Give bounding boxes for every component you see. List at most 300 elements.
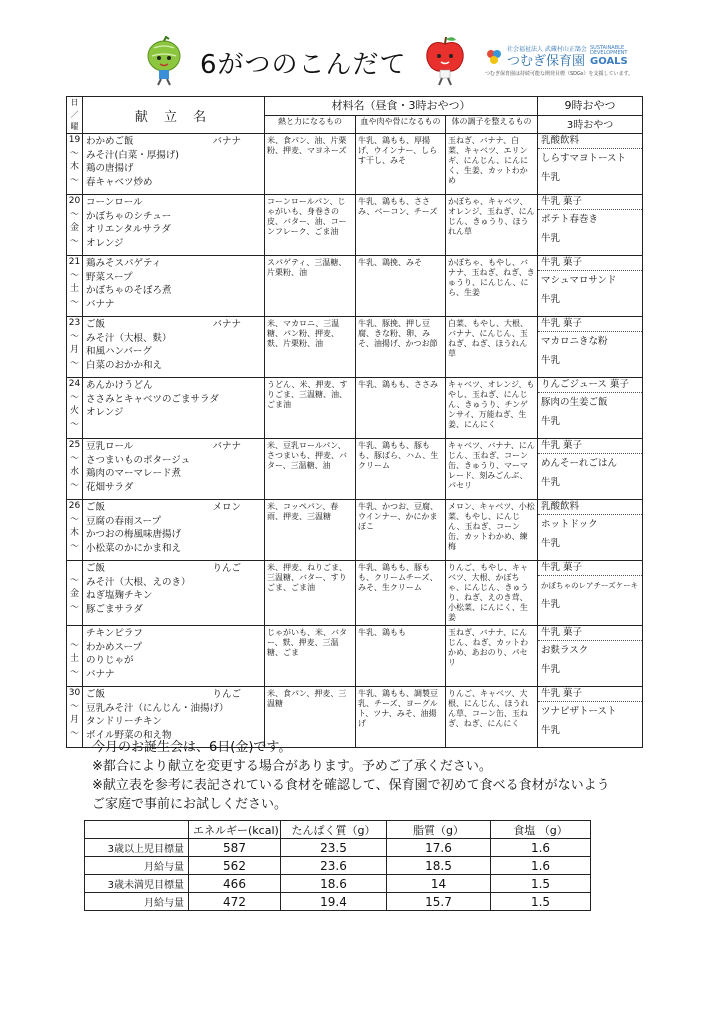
day-weekday: 木 [69,162,79,172]
day-date: 20 [68,196,81,206]
dish-name: みそ汁（大根、えのき） [86,576,191,588]
dish-fruit [241,406,261,420]
dish-fruit [241,257,261,271]
dish-item [86,688,261,702]
dish-list [83,256,265,317]
afternoon-drink: 牛乳 [541,599,561,610]
day-divider: 〜 [69,602,79,613]
afternoon-drink: 牛乳 [541,538,561,549]
dish-item [86,589,261,603]
vitamin-ingredients: キャベツ、バナナ、にんじん、玉ねぎ、コーン缶、きゅうり、マーマレード、刻みごんぶ、パセリ [446,439,538,500]
date-header [67,97,83,134]
dish-fruit [241,576,261,590]
protein-ingredients: 牛乳、鶏もも、ささみ、ベーコン、チーズ [356,195,446,256]
nutrition-value: 1.6 [491,839,591,857]
dish-name: ささみとキャベツのごまサラダ [86,393,219,405]
energy-ingredients: スパゲティ、三温糖、片栗粉、油 [265,256,356,317]
dish-item [86,162,261,176]
nutrition-value: 587 [189,839,281,857]
morning-snack: 乳酸飲料 [538,134,642,149]
date-header-divider: ／ [70,110,79,119]
day-divider: 〜 [69,453,79,464]
morning-snack: 牛乳 菓子 [538,687,642,702]
nutrition-value: 18.5 [387,857,491,875]
dish-fruit: りんご [212,563,241,574]
dish-fruit [241,271,261,285]
dish-fruit [241,668,261,682]
afternoon-snack: 豚肉の生姜ご飯 [541,397,608,408]
afternoon-snack: マカロニきな粉 [541,336,608,347]
menu-day-row [67,317,643,378]
page-header [0,0,722,92]
dish-item [86,332,261,346]
dish-item [86,223,261,237]
dish-name: かぼちゃのシチュー [86,210,172,222]
nutrition-value: 466 [189,875,281,893]
nutrition-header-fat: 脂質（g） [387,821,491,839]
dish-name: チキンピラフ [86,628,143,639]
dish-name: オレンジ [86,237,124,249]
dish-fruit [241,345,261,359]
dish-name: ご飯 [86,502,106,513]
dish-name: わかめスープ [86,641,143,653]
dish-list [83,317,265,378]
dish-item [86,668,261,682]
day-divider: 〜 [69,667,79,678]
energy-ingredients: 米、食パン、押麦、三温糖 [265,687,356,748]
dish-name: あんかけうどん [86,380,153,391]
afternoon-snack: しらすマヨトースト [541,153,627,164]
nutrition-value: 1.5 [491,893,591,911]
dish-item [86,454,261,468]
energy-ingredients: 米、食パン、油、片栗粉、押麦、マヨネーズ [265,134,356,195]
menu-day-row [67,378,643,439]
dish-name: ご飯 [86,563,106,574]
dish-fruit [241,332,261,346]
note-allergy-cont: ご家庭で事前にお試しください。 [92,797,288,812]
day-weekday: 水 [69,467,79,477]
day-divider: 〜 [69,297,79,308]
snack-cell [538,626,643,687]
org-sdgs-note: つむぎ保育園は持続可能な開発目標（SDGs）を支援しています。 [485,71,634,77]
dish-item [86,715,261,729]
afternoon-drink: 牛乳 [541,355,561,366]
energy-ingredients: コーンロールパン、じゃがいも、身巻きの皮、バター、油、コーンフレーク、ごま油 [265,195,356,256]
nutrition-header-salt: 食塩 （g） [491,821,591,839]
dish-item [86,237,261,251]
day-divider: 〜 [69,175,79,186]
morning-snack: 牛乳 菓子 [538,195,642,210]
energy-ingredients: 米、豆乳ロールパン、さつまいも、押麦、バター、三温糖、油 [265,439,356,500]
day-date-cell [67,500,83,561]
afternoon-snack: ホットドック [541,519,598,530]
dish-fruit [241,379,261,393]
dish-item [86,284,261,298]
day-weekday: 金 [69,589,79,599]
snack-cell [538,256,643,317]
day-divider: 〜 [69,640,79,651]
energy-ingredients: うどん、米、押麦、すりごま、三温糖、油、ごま油 [265,378,356,439]
dish-fruit [241,641,261,655]
afternoon-snack: かぼちゃのレアチーズケーキ [541,581,639,590]
energy-ingredients: 米、押麦、ねりごま、三温糖、バター、すりごま、ごま油 [265,561,356,626]
melon-mascot-icon [140,36,188,86]
nutrition-header-protein: たんぱく質（g） [281,821,387,839]
day-date: 24 [68,379,81,389]
snack-cell [538,195,643,256]
nutrition-value: 14 [387,875,491,893]
protein-ingredients: 牛乳、鶏もも、調製豆乳、チーズ、ヨーグルト、ツナ、みそ、油揚げ [356,687,446,748]
vitamin-ingredients: 玉ねぎ、バナナ、にんじん、ねぎ、カットわかめ、あおのり、パセリ [446,626,538,687]
day-date: 19 [68,135,81,145]
day-divider: 〜 [69,148,79,159]
menu-day-row [67,439,643,500]
dish-item [86,149,261,163]
dish-fruit: メロン [212,502,241,513]
page-title: 6がつのこんだて [200,50,407,80]
dish-fruit: バナナ [212,136,241,147]
dish-name: 豆乳ロール [86,441,134,452]
day-weekday: 月 [69,345,79,355]
sdg-line-3: GOALS [590,56,628,67]
protein-header: 血や肉や骨になるもの [356,116,446,134]
nutrition-table [84,820,591,911]
nutrition-header-energy: エネルギー(kcal) [189,821,281,839]
day-weekday: 土 [69,284,79,294]
dish-name: のりじゃが [86,655,134,666]
protein-ingredients: 牛乳、鶏挽、みそ [356,256,446,317]
dish-fruit [241,223,261,237]
dish-fruit: バナナ [212,319,241,330]
morning-snack: りんごジュース 菓子 [538,378,642,393]
nutrition-value: 23.5 [281,839,387,857]
day-date: 25 [68,440,81,450]
day-date: 30 [68,688,81,698]
day-date-cell [67,195,83,256]
day-divider: 〜 [69,392,79,403]
snack-cell [538,134,643,195]
date-header-weekday: 曜 [70,122,79,131]
morning-snack: 牛乳 菓子 [538,317,642,332]
dish-item [86,196,261,210]
vitamin-ingredients: かぼちゃ、もやし、バナナ、玉ねぎ、ねぎ、きゅうり、にんじん、にら、生姜 [446,256,538,317]
snack-cell [538,439,643,500]
nutrition-value: 562 [189,857,281,875]
nutrition-value: 1.5 [491,875,591,893]
dish-item [86,603,261,617]
dish-name: タンドリーチキン [86,716,162,727]
menu-day-row [67,256,643,317]
dish-list [83,626,265,687]
day-date: 26 [68,501,81,511]
day-divider: 〜 [69,209,79,220]
dish-fruit [241,589,261,603]
afternoon-drink: 牛乳 [541,664,561,675]
day-divider: 〜 [69,419,79,430]
menu-day-row [67,500,643,561]
vitamin-ingredients: 玉ねぎ、バナナ、白菜、キャベツ、エリンギ、にんじん、にんにく、生姜、カットわかめ [446,134,538,195]
vitamin-header: 体の調子を整えるもの [446,116,538,134]
dish-name: 豚ごまサラダ [86,603,143,615]
org-name: つむぎ保育園 [507,54,586,69]
dish-item [86,393,261,407]
vitamin-ingredients: 白菜、もやし、大根、バナナ、にんじん、玉ねぎ、ねぎ、ほうれん草 [446,317,538,378]
snack9-header: 9時おやつ [538,97,643,116]
nutrition-value: 17.6 [387,839,491,857]
morning-snack: 牛乳 菓子 [538,561,642,576]
dish-fruit [241,420,261,434]
dish-name: ご飯 [86,319,106,330]
dish-fruit [241,284,261,298]
dish-name: 鶏の唐揚げ [86,163,134,174]
tsumugi-logo-icon [485,48,503,66]
day-weekday: 金 [69,223,79,233]
dish-item [86,654,261,668]
snack-cell [538,500,643,561]
dish-item [86,501,261,515]
dish-item [86,379,261,393]
nutrition-value: 472 [189,893,281,911]
dish-name: バナナ [86,298,115,310]
ingredients-header: 材料名（昼食・3時おやつ） [265,97,538,116]
dish-fruit [241,162,261,176]
day-date-cell [67,317,83,378]
day-divider: 〜 [69,514,79,525]
dish-fruit [241,715,261,729]
dish-item [86,542,261,556]
vitamin-ingredients: かぼちゃ、キャベツ、オレンジ、玉ねぎ、にんじん、きゅうり、ほうれん草 [446,195,538,256]
afternoon-drink: 牛乳 [541,477,561,488]
day-date-cell [67,439,83,500]
date-header-day: 日 [70,98,79,107]
dish-name: オレンジ [86,407,124,418]
dish-fruit [241,702,261,716]
day-weekday: 月 [69,715,79,725]
note-allergy: ※献立表を参考に表記されている食材を確認して、保育園で初めて食べる食材がないよう [92,778,610,793]
afternoon-drink: 牛乳 [541,172,561,183]
dish-list [83,561,265,626]
dish-name: 豆乳みそ汁（にんじん・油揚げ） [86,702,229,714]
protein-ingredients: 牛乳、鶏もも、厚揚げ、ウインナー、しらす干し、みそ [356,134,446,195]
nutrition-row-label: 月給与量 [85,857,189,875]
afternoon-snack: お麩ラスク [541,645,589,656]
org-corporation-name: 社会福祉法人 武蔵村山正鵠会 [507,46,587,53]
afternoon-drink: 牛乳 [541,233,561,244]
energy-ingredients: 米、マカロニ、三温糖、パン粉、押麦、麩、片栗粉、油 [265,317,356,378]
dish-item [86,257,261,271]
afternoon-snack: ツナピザトースト [541,706,617,717]
dish-item [86,440,261,454]
vitamin-ingredients: キャベツ、オレンジ、もやし、玉ねぎ、にんじん、きゅうり、チンゲンサイ、万能ねぎ、生姜、にんにく [446,378,538,439]
day-weekday: 火 [69,406,79,416]
apple-mascot-icon [420,34,470,86]
dish-name: みそ汁（大根、麩） [86,332,172,344]
nutrition-row-label: 3歳未満児目標量 [85,875,189,893]
dish-name: 春キャベツ炒め [86,176,153,188]
day-date: 23 [68,318,81,328]
day-divider: 〜 [69,331,79,342]
menu-day-row [67,134,643,195]
dish-list [83,439,265,500]
vitamin-ingredients: りんご、もやし、キャベツ、大根、かぼちゃ、にんじん、きゅうり、ねぎ、えのき茸、小松菜、にんにく、生姜 [446,561,538,626]
day-divider: 〜 [69,728,79,739]
afternoon-drink: 牛乳 [541,416,561,427]
nutrition-row-label: 月給与量 [85,893,189,911]
day-weekday: 土 [69,654,79,664]
day-date [67,626,82,640]
protein-ingredients: 牛乳、豚挽、押し豆腐、きな粉、卵、みそ、油揚げ、かつお節 [356,317,446,378]
dish-item [86,420,261,434]
dish-name: さつまいものポタージュ [86,454,191,466]
dish-name: 豆腐の春雨スープ [86,515,162,527]
dish-fruit [241,454,261,468]
day-divider: 〜 [69,575,79,586]
day-divider: 〜 [69,270,79,281]
dish-name: 白菜のおかか和え [86,359,163,371]
dish-list [83,195,265,256]
protein-ingredients: 牛乳、かつお、豆腐、ウインナー、かにかまぼこ [356,500,446,561]
snack-cell [538,317,643,378]
dish-list [83,378,265,439]
day-date-cell [67,561,83,626]
afternoon-snack: ポテト春巻き [541,214,599,225]
day-date: 21 [68,257,81,267]
nutrition-corner [85,821,189,839]
dish-fruit [241,654,261,668]
snack3-header: 3時おやつ [538,116,643,134]
dish-item [86,210,261,224]
day-divider: 〜 [69,358,79,369]
dish-name: 小松菜のかにかま和え [86,542,182,554]
afternoon-drink: 牛乳 [541,294,561,305]
dish-name: かぼちゃのそぼろ煮 [86,285,172,296]
menu-day-row [67,626,643,687]
energy-ingredients: じゃがいも、米、バター、麩、押麦、三温糖、ごま [265,626,356,687]
nutrition-value: 23.6 [281,857,387,875]
dish-item [86,467,261,481]
dish-item [86,528,261,542]
dish-item [86,576,261,590]
dish-name: ご飯 [86,689,106,700]
dish-item [86,318,261,332]
energy-ingredients: 米、コッペパン、春雨、押麦、三温糖 [265,500,356,561]
dish-item [86,135,261,149]
dish-list [83,500,265,561]
day-date-cell [67,256,83,317]
day-date-cell [67,134,83,195]
dish-item [86,298,261,312]
dish-fruit [241,393,261,407]
menu-day-row [67,561,643,626]
energy-header: 熱と力になるもの [265,116,356,134]
dish-item [86,481,261,495]
protein-ingredients: 牛乳、鶏もも、ささみ [356,378,446,439]
dish-name: 花畑サラダ [86,481,134,493]
dish-item [86,562,261,576]
dish-name: 鶏肉のマーマレード煮 [86,468,182,479]
dish-item [86,702,261,716]
dish-fruit [241,542,261,556]
dish-fruit [241,481,261,495]
protein-ingredients: 牛乳、鶏もも、豚もも、クリームチーズ、みそ、生クリーム [356,561,446,626]
dish-name: かつおの梅風味唐揚げ [86,529,182,540]
dish-name: みそ汁(白菜・厚揚げ) [86,149,179,161]
dish-fruit [241,298,261,312]
day-divider: 〜 [69,541,79,552]
dish-item [86,406,261,420]
dish-fruit [241,359,261,373]
afternoon-snack: マシュマロサンド [541,275,617,286]
morning-snack: 乳酸飲料 [538,500,642,515]
dish-item [86,271,261,285]
dish-item [86,345,261,359]
nutrition-value: 19.4 [281,893,387,911]
day-date [67,561,82,575]
sdg-line-1: SUSTAINABLE [590,45,625,51]
day-divider: 〜 [69,701,79,712]
note-change: ※都合により献立を変更する場合があります。予めご了承ください。 [92,759,492,774]
note-birthday: 今月のお誕生会は、6日(金)です。 [92,740,292,755]
morning-snack: 牛乳 菓子 [538,256,642,271]
dish-fruit [241,237,261,251]
dish-name: ねぎ塩麹チキン [86,590,153,601]
snack-cell [538,561,643,626]
afternoon-snack: めんそーれごはん [541,458,618,469]
day-date-cell [67,626,83,687]
dish-fruit [241,210,261,224]
menu-table [66,96,643,748]
notes [92,738,610,814]
vitamin-ingredients: りんご、キャベツ、大根、にんじん、ほうれん草、コーン缶、玉ねぎ、ねぎ、にんにく [446,687,538,748]
dish-fruit [241,196,261,210]
sdg-line-2: DEVELOPMENT [590,50,628,56]
nutrition-value: 1.6 [491,857,591,875]
nutrition-row-label: 3歳以上児目標量 [85,839,189,857]
dish-name: バナナ [86,668,115,680]
sdgs-logo [590,46,634,67]
dish-name: 野菜スープ [86,271,133,283]
dish-item [86,359,261,373]
dish-header: 献 立 名 [83,97,265,134]
dish-item [86,627,261,641]
dish-fruit [241,149,261,163]
dish-name: 和風ハンバーグ [86,346,152,357]
menu-day-row [67,195,643,256]
dish-list [83,134,265,195]
dish-name: オリエンタルサラダ [86,224,171,235]
dish-fruit [241,528,261,542]
day-weekday: 木 [69,528,79,538]
protein-ingredients: 牛乳、鶏もも、豚もも、豚ばら、ハム、生クリーム [356,439,446,500]
dish-item [86,515,261,529]
dish-fruit: りんご [212,689,241,700]
day-date-cell [67,378,83,439]
dish-fruit [241,603,261,617]
nutrition-value: 15.7 [387,893,491,911]
snack-cell [538,378,643,439]
nutrition-value: 18.6 [281,875,387,893]
dish-name: コーンロール [86,197,143,208]
dish-fruit: バナナ [212,441,241,452]
dish-name: 鶏みそスパゲティ [86,258,162,269]
afternoon-drink: 牛乳 [541,725,561,736]
dish-item [86,641,261,655]
dish-fruit [241,467,261,481]
day-date-cell [67,687,83,748]
protein-ingredients: 牛乳、鶏もも [356,626,446,687]
dish-item [86,176,261,190]
morning-snack: 牛乳 菓子 [538,439,642,454]
